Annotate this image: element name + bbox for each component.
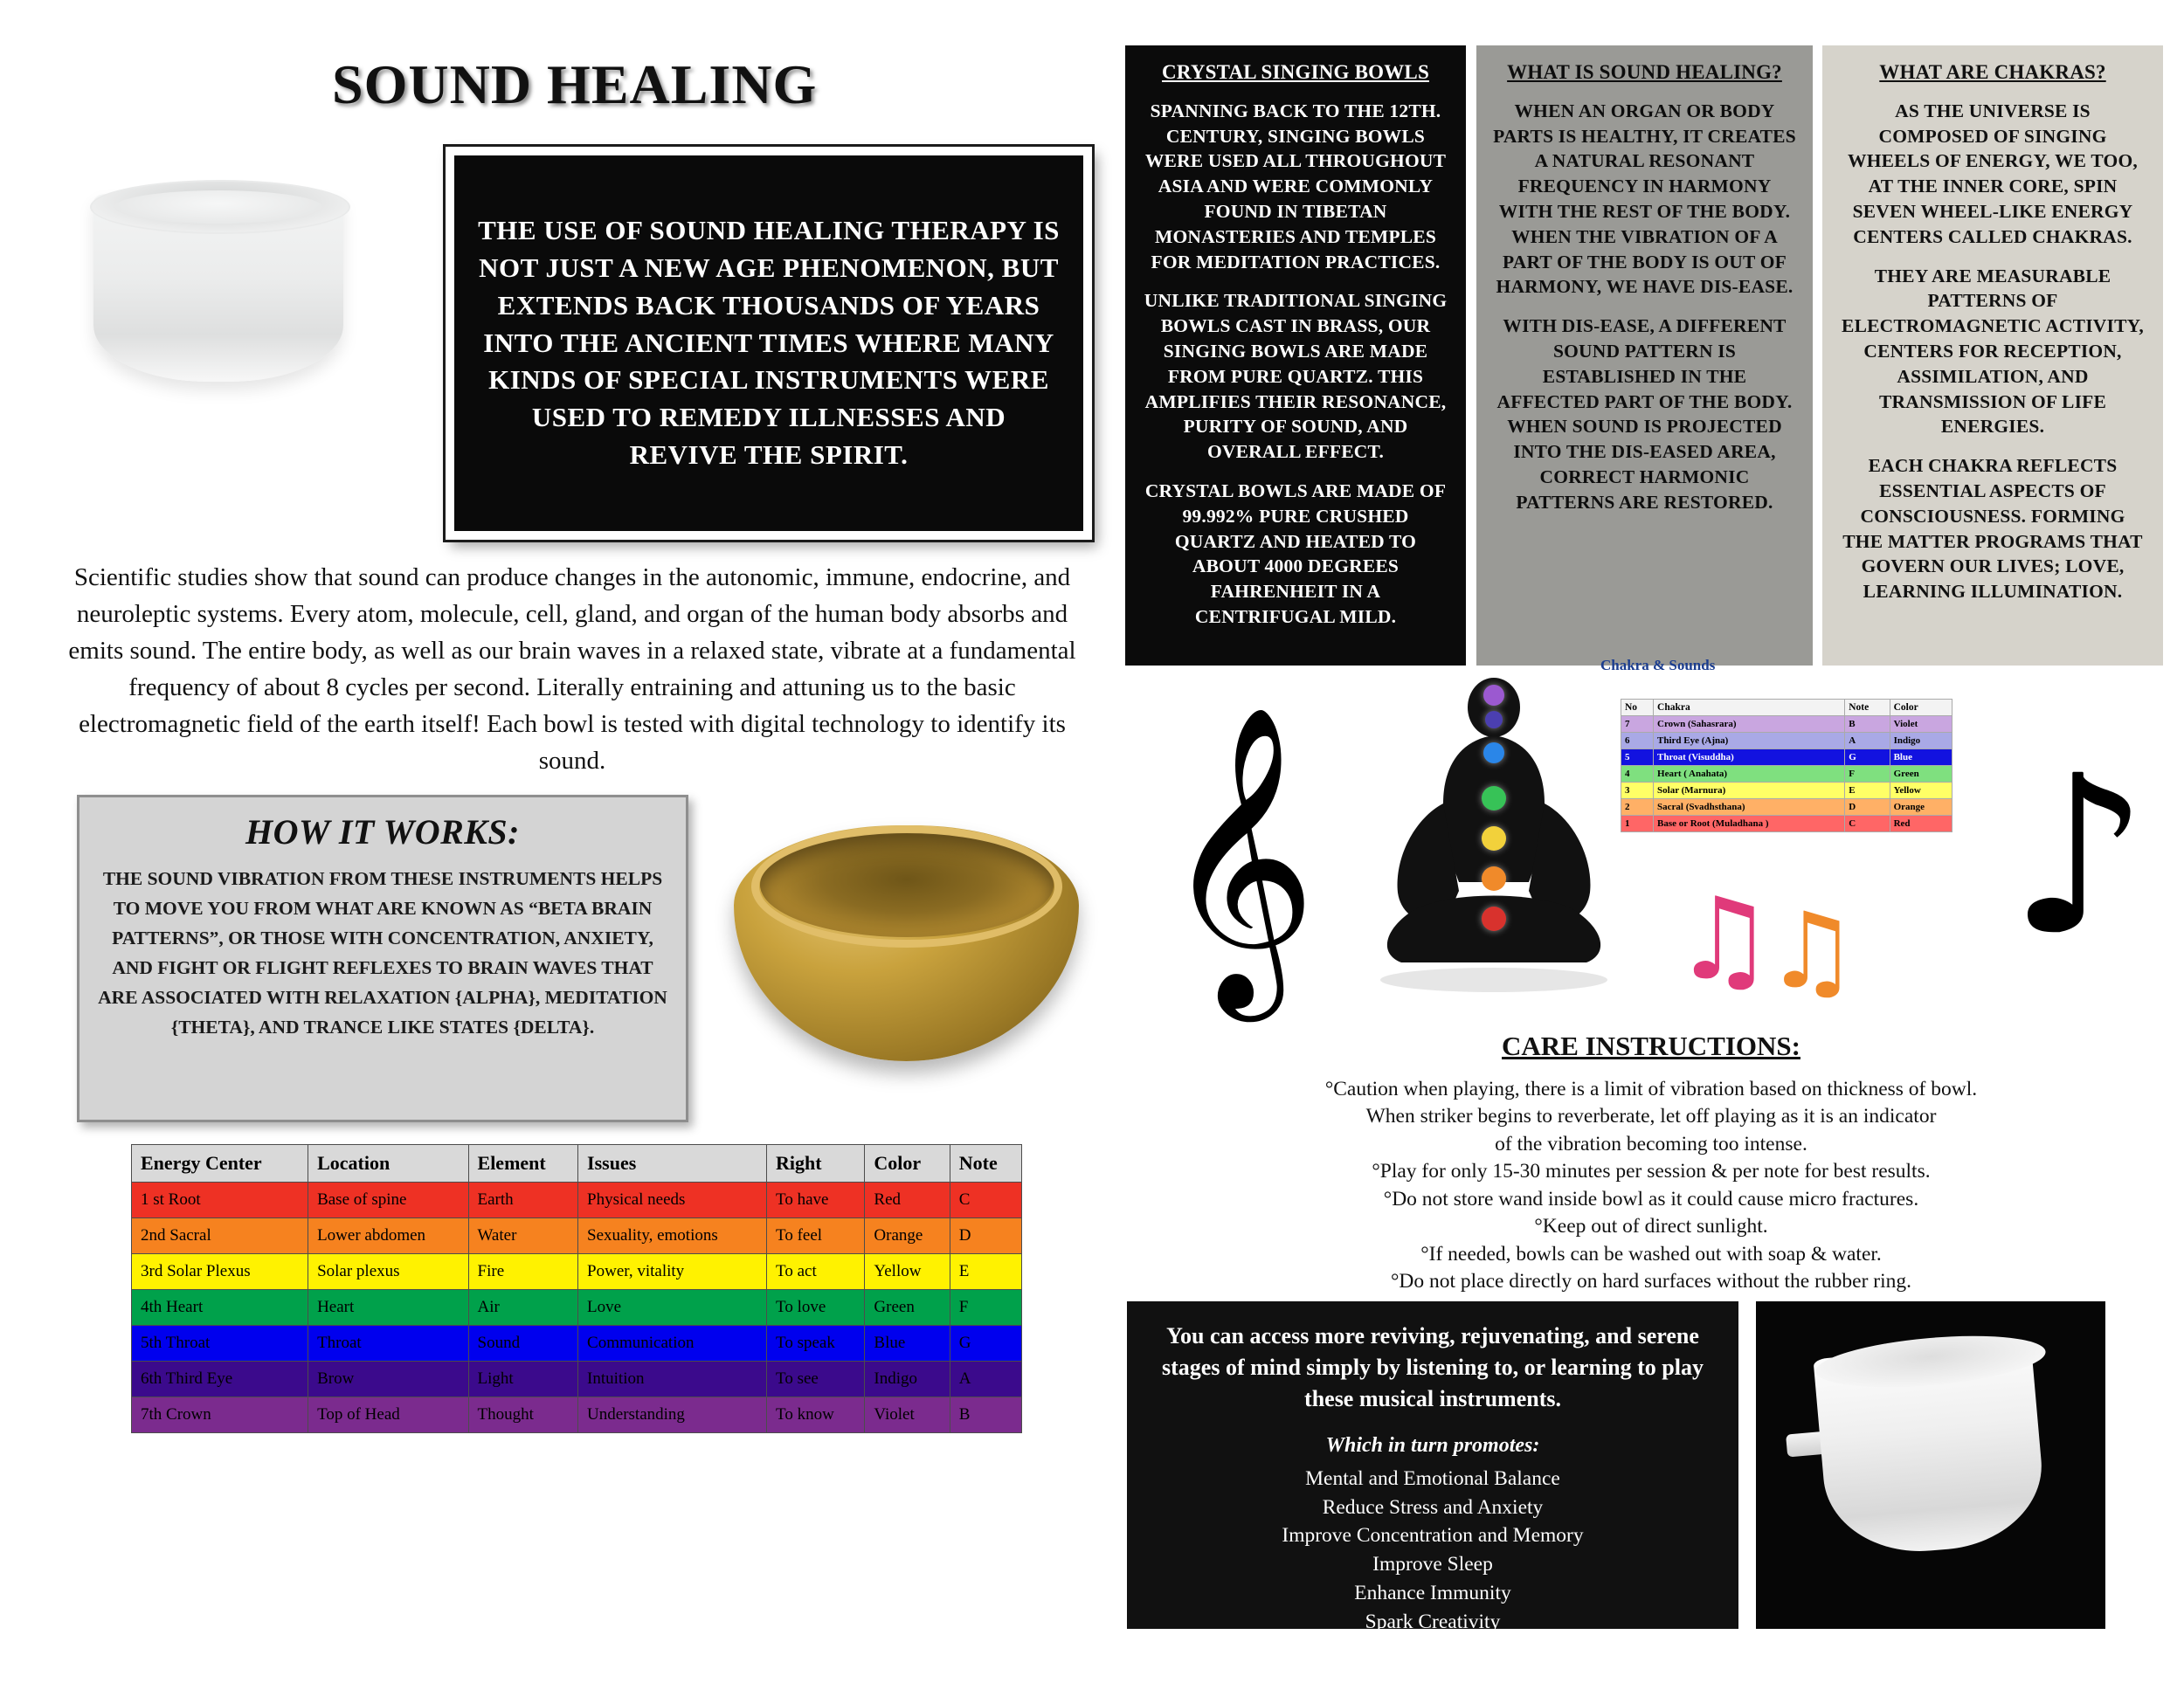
cell-right: To love (767, 1290, 865, 1326)
panel-crystal-singing-bowls (1125, 45, 1466, 666)
cell-right: To feel (767, 1218, 865, 1254)
chart-cell-note: A (1845, 733, 1890, 749)
cell-issues: Sexuality, emotions (578, 1218, 767, 1254)
cell-element: Earth (468, 1183, 578, 1218)
care-instruction-line: When striker begins to reverberate, let off playing as it is an indicator (1365, 1105, 1937, 1128)
panel-paragraph: WITH DIS-EASE, A DIFFERENT SOUND PATTERN IS ESTABLISHED IN THE AFFECTED PART OF THE BODY. WHEN SOUND IS PROJECTED INTO THE DIS-EASED AREA, CORRECT HARMONIC PATTERNS ARE RESTORED. (1496, 315, 1793, 513)
cell-issues: Intuition (578, 1362, 767, 1397)
panel-paragraph: CRYSTAL BOWLS ARE MADE OF 99.992% PURE CRUSHED QUARTZ AND HEATED TO ABOUT 4000 DEGREES FAHRENHEIT IN A CENTRIFUGAL MILD. (1144, 479, 1447, 627)
panel-title: CRYSTAL SINGING BOWLS (1162, 61, 1429, 83)
how-it-works-body: THE SOUND VIBRATION FROM THESE INSTRUMENTS HELPS TO MOVE YOU FROM WHAT ARE KNOWN AS “BETA BRAIN PATTERNS”, OR THOSE WITH CONCENTRATION, ANXIETY, AND FIGHT OR FLIGHT REFLEXES TO BRAIN WAVES THAT ARE ASSOCIATED WITH RELAXATION {ALPHA}, MEDITATION {THETA}, AND TRANCE LIKE STATES {DELTA}. (98, 868, 667, 1038)
chakra-dot-solar (1482, 826, 1506, 851)
table-row (132, 1254, 1022, 1290)
cell-right: To have (767, 1183, 865, 1218)
chart-cell-chakra: Throat (Visuddha) (1654, 749, 1845, 766)
cell-issues: Communication (578, 1326, 767, 1362)
chart-row (1621, 816, 1952, 832)
cell-note: F (950, 1290, 1021, 1326)
cell-center: 5th Throat (132, 1326, 308, 1362)
chart-cell-chakra: Third Eye (Ajna) (1654, 733, 1845, 749)
cell-right: To see (767, 1362, 865, 1397)
cell-location: Brow (308, 1362, 468, 1397)
cell-center: 3rd Solar Plexus (132, 1254, 308, 1290)
cell-issues: Love (578, 1290, 767, 1326)
how-it-works-box (77, 795, 688, 1122)
cell-center: 4th Heart (132, 1290, 308, 1326)
cell-element: Water (468, 1218, 578, 1254)
chart-cell-no: 7 (1621, 716, 1654, 733)
chart-cell-color: Blue (1890, 749, 1952, 766)
meditating-figure-illustration (1363, 673, 1625, 1022)
cell-center: 7th Crown (132, 1397, 308, 1433)
chart-row (1621, 716, 1952, 733)
chart-cell-note: E (1845, 783, 1890, 799)
cell-location: Throat (308, 1326, 468, 1362)
list-item: Spark Creativity (1365, 1611, 1501, 1634)
chart-row (1621, 783, 1952, 799)
care-instruction-line: °Play for only 15-30 minutes per session & per note for best results. (1372, 1160, 1931, 1183)
eighth-note-icon: ♪ (2009, 728, 2149, 983)
cell-element: Thought (468, 1397, 578, 1433)
panel-paragraph: EACH CHAKRA REFLECTS ESSENTIAL ASPECTS OF CONSCIOUSNESS. FORMING THE MATTER PROGRAMS THAT GOVERN OUR LIVES; LOVE, LEARNING ILLUMINATION. (1842, 455, 2143, 603)
cell-note: B (950, 1397, 1021, 1433)
chart-cell-chakra: Crown (Sahasrara) (1654, 716, 1845, 733)
care-instructions-title: CARE INSTRUCTIONS: (1502, 1031, 1800, 1061)
care-instruction-line: °If needed, bowls can be washed out with soap & water. (1420, 1242, 1882, 1266)
chart-col-color: Color (1890, 700, 1952, 716)
brass-bowl-rim (751, 825, 1062, 948)
panel-title: WHAT IS SOUND HEALING? (1507, 61, 1782, 83)
table-row (132, 1218, 1022, 1254)
cell-element: Light (468, 1362, 578, 1397)
list-item: Improve Concentration and Memory (1282, 1524, 1584, 1548)
chart-cell-color: Violet (1890, 716, 1952, 733)
chakra-dot-root (1482, 907, 1506, 931)
chart-cell-note: D (1845, 799, 1890, 816)
chart-cell-color: Yellow (1890, 783, 1952, 799)
cell-color: Yellow (865, 1254, 950, 1290)
chakra-and-sounds-chart (1621, 699, 1952, 832)
cell-element: Fire (468, 1254, 578, 1290)
panel-paragraph: WHEN AN ORGAN OR BODY PARTS IS HEALTHY, IT CREATES A NATURAL RESONANT FREQUENCY IN HARMONY WITH THE REST OF THE BODY. WHEN THE VIBRATION OF A PART OF THE BODY IS OUT OF HARMONY, WE HAVE DIS-EASE. (1493, 100, 1796, 298)
cell-color: Green (865, 1290, 950, 1326)
chart-cell-chakra: Heart ( Anahata) (1654, 766, 1845, 783)
cell-issues: Understanding (578, 1397, 767, 1433)
col-location: Location (308, 1145, 468, 1183)
cell-location: Solar plexus (308, 1254, 468, 1290)
care-instruction-line: °Do not place directly on hard surfaces without the rubber ring. (1390, 1270, 1912, 1293)
table-row (132, 1362, 1022, 1397)
bowl-inner (114, 190, 322, 224)
cell-note: G (950, 1326, 1021, 1362)
cell-note: D (950, 1218, 1021, 1254)
list-item: Mental and Emotional Balance (1305, 1466, 1560, 1490)
cell-right: To know (767, 1397, 865, 1433)
chart-cell-no: 2 (1621, 799, 1654, 816)
cell-right: To act (767, 1254, 865, 1290)
cell-element: Sound (468, 1326, 578, 1362)
care-instruction-line: °Do not store wand inside bowl as it could cause micro fractures. (1383, 1187, 1919, 1211)
crystal-bowl-photo (83, 175, 354, 402)
chart-cell-note: B (1845, 716, 1890, 733)
chart-cell-no: 4 (1621, 766, 1654, 783)
cell-issues: Power, vitality (578, 1254, 767, 1290)
col-note: Note (950, 1145, 1021, 1183)
chart-row (1621, 733, 1952, 749)
chakra-dot-sacral (1482, 866, 1506, 891)
cell-location: Base of spine (308, 1183, 468, 1218)
promo-subhead: Which in turn promotes: (1325, 1433, 1540, 1457)
cell-note: C (950, 1183, 1021, 1218)
list-item: Reduce Stress and Anxiety (1322, 1495, 1544, 1519)
chart-cell-note: F (1845, 766, 1890, 783)
care-instruction-line: °Caution when playing, there is a limit of vibration based on thickness of bowl. (1324, 1078, 1978, 1100)
panel-paragraph: AS THE UNIVERSE IS COMPOSED OF SINGING WHEELS OF ENERGY, WE TOO, AT THE INNER CORE, SPIN SEVEN WHEEL-LIKE ENERGY CENTERS CALLED CHAKRAS. (1848, 100, 2138, 247)
benefits-promo-box (1127, 1301, 1738, 1634)
cell-issues: Physical needs (578, 1183, 767, 1218)
panel-what-is-sound-healing (1476, 45, 1813, 666)
chart-cell-color: Green (1890, 766, 1952, 783)
col-color: Color (865, 1145, 950, 1183)
care-instruction-line: of the vibration becoming too intense. (1495, 1132, 1807, 1155)
cell-color: Violet (865, 1397, 950, 1433)
cell-note: E (950, 1254, 1021, 1290)
table-row (132, 1326, 1022, 1362)
chart-cell-color: Red (1890, 816, 1952, 832)
table-row (132, 1290, 1022, 1326)
list-item: Enhance Immunity (1354, 1582, 1511, 1605)
chart-header-row (1621, 700, 1952, 716)
col-right: Right (767, 1145, 865, 1183)
table-header-row (132, 1145, 1022, 1183)
chakra-dot-throat (1483, 742, 1504, 763)
col-energy-center: Energy Center (132, 1145, 308, 1183)
chart-cell-no: 1 (1621, 816, 1654, 832)
chart-cell-no: 6 (1621, 733, 1654, 749)
treble-clef-icon: 𝄞 (1162, 703, 1317, 1008)
chart-col-note: Note (1845, 700, 1890, 716)
chakra-dot-third-eye (1485, 711, 1503, 728)
chakra-chart-caption: Chakra & Sounds (1600, 657, 1716, 673)
chart-cell-no: 3 (1621, 783, 1654, 799)
panel-paragraph: THEY ARE MEASURABLE PATTERNS OF ELECTROMAGNETIC ACTIVITY, CENTERS FOR RECEPTION, ASSIMILATION, AND TRANSMISSION OF LIFE ENERGIES. (1842, 265, 2144, 438)
cell-center: 6th Third Eye (132, 1362, 308, 1397)
table-row (132, 1183, 1022, 1218)
panel-paragraph: SPANNING BACK TO THE 12TH. CENTURY, SINGING BOWLS WERE USED ALL THROUGHOUT ASIA AND WERE COMMONLY FOUND IN TIBETAN MONASTERIES AND TEMPLES FOR MEDITATION PRACTICES. (1144, 100, 1447, 272)
cell-element: Air (468, 1290, 578, 1326)
panel-paragraph: UNLIKE TRADITIONAL SINGING BOWLS CAST IN BRASS, OUR SINGING BOWLS ARE MADE FROM PURE QUARTZ. THIS AMPLIFIES THEIR RESONANCE, PURITY OF SOUND, AND OVERALL EFFECT. (1144, 290, 1448, 463)
chart-row (1621, 766, 1952, 783)
chart-cell-color: Orange (1890, 799, 1952, 816)
chart-row (1621, 799, 1952, 816)
intro-callout-text: THE USE OF SOUND HEALING THERAPY IS NOT JUST A NEW AGE PHENOMENON, BUT EXTENDS BACK THOUSANDS OF YEARS INTO THE ANCIENT TIMES WHERE MANY KINDS OF SPECIAL INSTRUMENTS WERE USED TO REMEDY ILLNESSES AND REVIVE THE SPIRIT. (478, 215, 1060, 470)
chart-col-chakra: Chakra (1654, 700, 1845, 716)
cell-color: Orange (865, 1218, 950, 1254)
cell-location: Top of Head (308, 1397, 468, 1433)
panel-title: WHAT ARE CHAKRAS? (1879, 61, 2106, 83)
list-item: Improve Sleep (1372, 1553, 1493, 1576)
chart-cell-chakra: Base or Root (Muladhana ) (1654, 816, 1845, 832)
brass-singing-bowl-photo (725, 808, 1092, 1096)
cell-center: 2nd Sacral (132, 1218, 308, 1254)
care-instructions-section (1214, 1031, 2088, 1296)
cell-note: A (950, 1362, 1021, 1397)
energy-center-table (131, 1144, 1022, 1433)
beamed-notes-orange-icon: ♫ (1765, 891, 1859, 1012)
panel-what-are-chakras (1822, 45, 2163, 666)
chart-cell-color: Indigo (1890, 733, 1952, 749)
col-element: Element (468, 1145, 578, 1183)
intro-callout-box (446, 147, 1092, 540)
care-instruction-line: °Keep out of direct sunlight. (1534, 1215, 1768, 1238)
cell-center: 1 st Root (132, 1183, 308, 1218)
promo-benefit-list (1150, 1465, 1716, 1637)
chart-col-no: No (1621, 700, 1654, 716)
chart-cell-note: C (1845, 816, 1890, 832)
cell-location: Lower abdomen (308, 1218, 468, 1254)
chart-row (1621, 749, 1952, 766)
chart-cell-chakra: Solar (Marnura) (1654, 783, 1845, 799)
cell-color: Blue (865, 1326, 950, 1362)
how-it-works-title: HOW IT WORKS: (245, 812, 520, 852)
cell-location: Heart (308, 1290, 468, 1326)
chart-cell-note: G (1845, 749, 1890, 766)
crystal-bowl-dark-photo (1756, 1301, 2105, 1629)
chakra-dot-crown (1483, 685, 1504, 706)
cell-color: Red (865, 1183, 950, 1218)
col-issues: Issues (578, 1145, 767, 1183)
scientific-studies-paragraph: Scientific studies show that sound can produce changes in the autonomic, immune, endocrine, and neuroleptic systems. Every atom, molecule, cell, gland, and organ of the human body absorbs and emits sound. The entire body, as well as our brain waves in a relaxed state, vibrate at a fundamental frequency of about 8 cycles per second. Literally entraining and attuning us to the basic electromagnetic field of the earth itself! Each bowl is tested with digital technology to identify its sound. (68, 563, 1076, 776)
chart-cell-no: 5 (1621, 749, 1654, 766)
cell-right: To speak (767, 1326, 865, 1362)
promo-headline: You can access more reviving, rejuvenating, and serene stages of mind simply by listening to, or learning to play these musical instruments. (1162, 1323, 1704, 1411)
table-row (132, 1397, 1022, 1433)
chakra-dot-heart (1482, 786, 1506, 810)
page-title: SOUND HEALING (332, 53, 818, 115)
chart-cell-chakra: Sacral (Svadhsthana) (1654, 799, 1845, 816)
cell-color: Indigo (865, 1362, 950, 1397)
beamed-notes-pink-icon: ♫ (1673, 873, 1775, 1005)
